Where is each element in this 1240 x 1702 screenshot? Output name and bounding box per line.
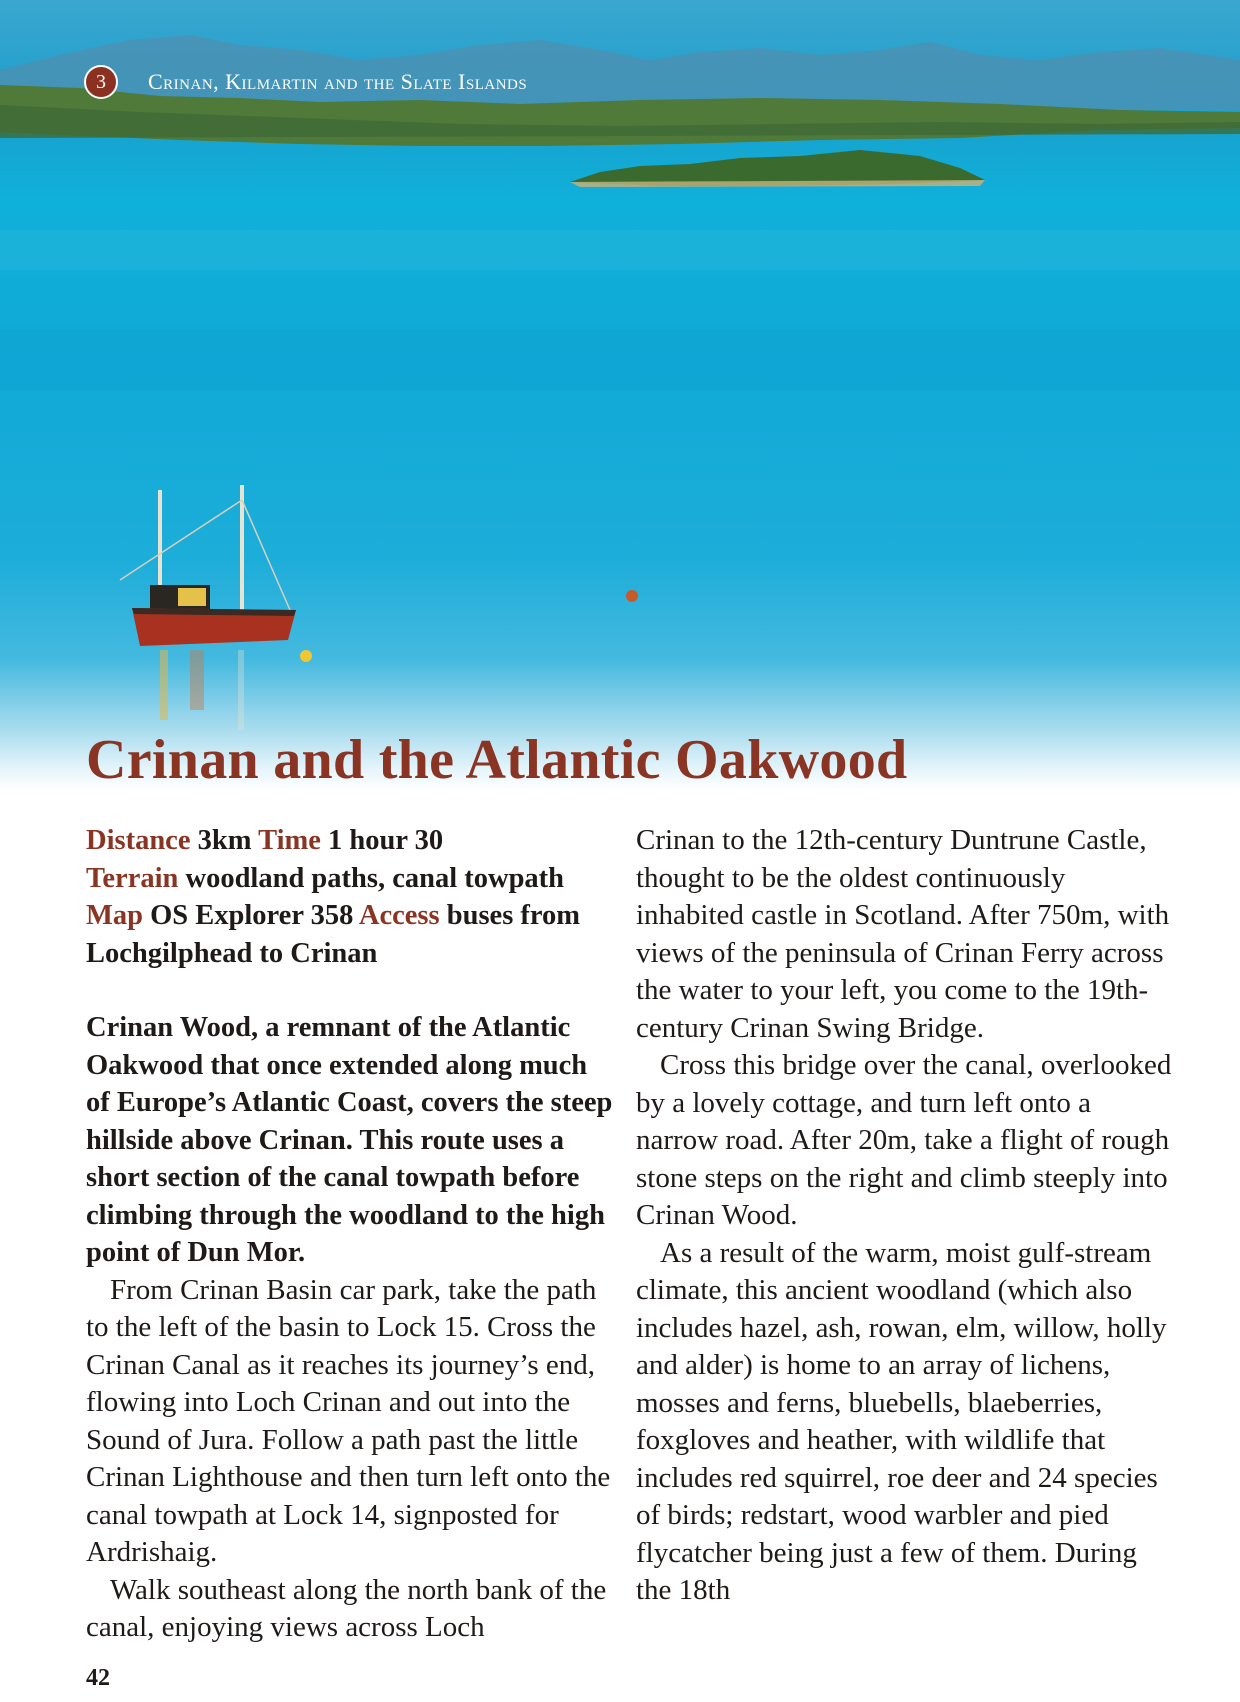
distance-label: Distance: [86, 825, 191, 856]
access-value: buses from Lochgilphead to Crinan: [86, 900, 581, 969]
time-value: 1 hour 30: [328, 825, 444, 856]
terrain-value: woodland paths, canal towpath: [185, 862, 565, 894]
map-label: Map: [86, 900, 143, 931]
route-facts: [86, 822, 616, 972]
page-title: Crinan and the Atlantic Oakwood: [86, 729, 908, 791]
right-column: [636, 822, 1176, 1610]
body-paragraph-3: Cross this bridge over the canal, overlooked by a lovely cottage, and turn left onto a narrow road. After 20m, take a flight of rough stone steps on the right and climb steeply into Crinan Wood.: [636, 1049, 1172, 1231]
chapter-title: Crinan, Kilmartin and the Slate Islands: [148, 69, 528, 94]
body-paragraph-2: Walk southeast along the north bank of the canal, enjoying views across Loch: [86, 1573, 607, 1643]
distance-value: 3km: [197, 825, 252, 856]
chapter-number-badge: 3: [84, 65, 118, 99]
body-paragraph-2-continued: Crinan to the 12th-century Duntrune Castle, thought to be the oldest continuously inhabited castle in Scotland. After 750m, with views of the peninsula of Crinan Ferry across the water to your left, you come to the 19th-century Crinan Swing Bridge.: [636, 824, 1170, 1044]
terrain-label: Terrain: [86, 862, 179, 894]
chapter-header: [84, 65, 527, 99]
access-label: Access: [358, 900, 440, 931]
body-paragraph-1: From Crinan Basin car park, take the path to the left of the basin to Lock 15. Cross the Crinan Canal as it reaches its journey’s end, flowing into Loch Crinan and out into the Sound of Jura. Follow a path past the little Crinan Lighthouse and then turn left onto the canal towpath at Lock 14, signposted for Ardrishaig.: [86, 1273, 611, 1568]
fishing-boat: [120, 485, 638, 730]
seascape-illustration: [0, 0, 1240, 790]
map-value: OS Explorer 358: [150, 900, 354, 931]
page-number: 42: [86, 1665, 110, 1691]
body-paragraph-4: As a result of the warm, moist gulf-stream climate, this ancient woodland (which also includes hazel, ash, rowan, elm, willow, holly and alder) is home to an array of lichens, mosses and ferns, bluebells, blaeberries, foxgloves and heather, with wildlife that includes red squirrel, roe deer and 24 species of birds; redstart, wood warbler and pied flycatcher being just a few of them. During the 18th: [636, 1236, 1167, 1606]
time-label: Time: [258, 825, 321, 856]
intro-paragraph: Crinan Wood, a remnant of the Atlantic Oakwood that once extended along much of Europe’s Atlantic Coast, covers the steep hillside above Crinan. This route uses a short section of the canal towpath before climbing through the woodland to the high point of Dun Mor.: [86, 1012, 613, 1268]
left-column: [86, 822, 616, 1647]
hero-photo: [0, 0, 1240, 790]
